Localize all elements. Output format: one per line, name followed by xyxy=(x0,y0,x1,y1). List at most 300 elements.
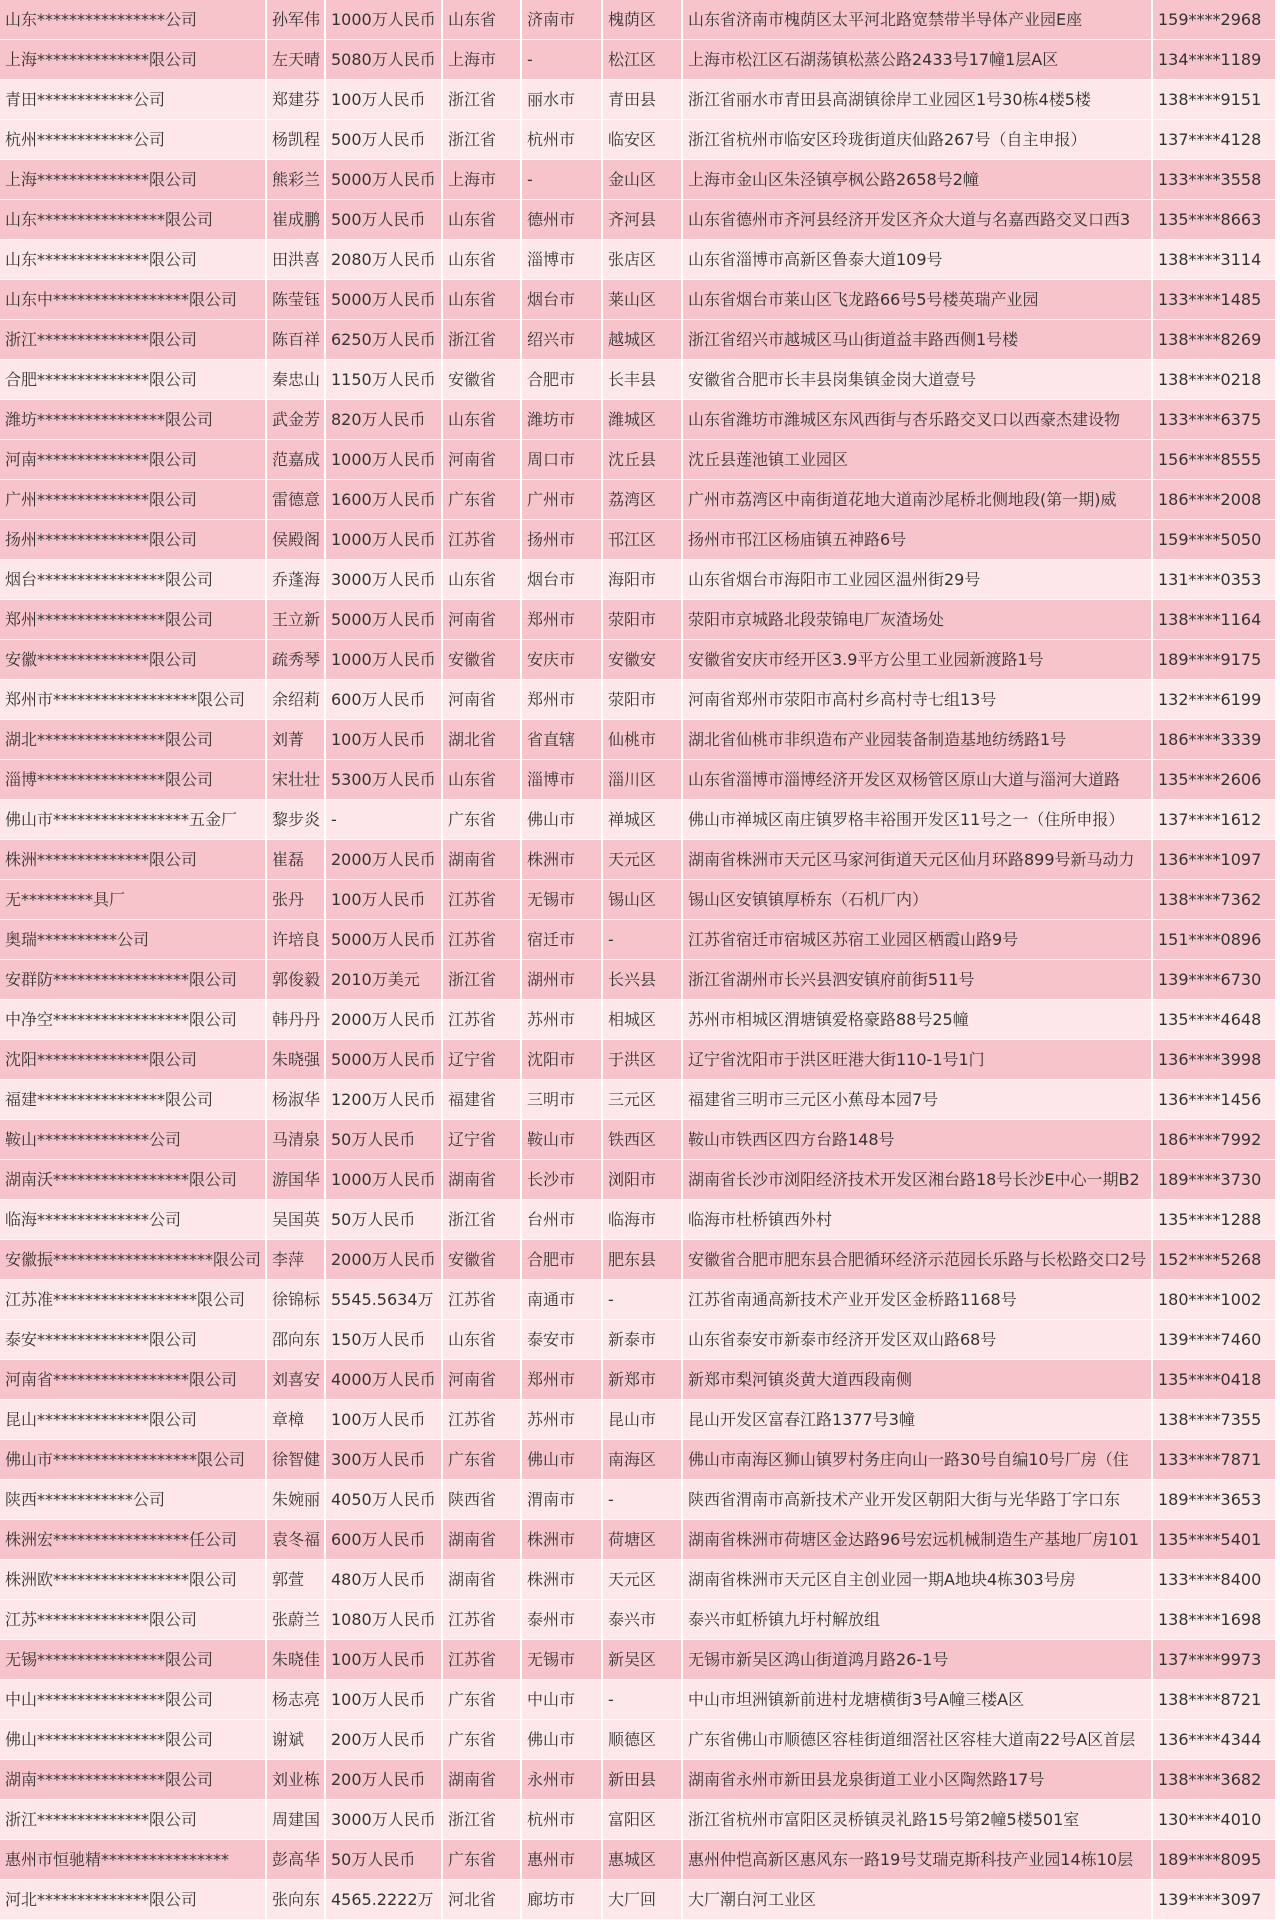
address-cell: 大厂潮白河工业区 xyxy=(682,1880,1152,1920)
district-cell: 淄川区 xyxy=(602,760,682,800)
province-cell: 江苏省 xyxy=(442,1640,521,1680)
capital-cell: 200万人民币 xyxy=(325,1720,442,1760)
address-cell: 鞍山市铁西区四方台路148号 xyxy=(682,1120,1152,1160)
address-cell: 新郑市梨河镇炎黄大道西段南侧 xyxy=(682,1360,1152,1400)
capital-cell: 50万人民币 xyxy=(325,1840,442,1880)
company-name-cell: 河南**************限公司 xyxy=(0,440,266,480)
company-name-cell: 淄博****************限公司 xyxy=(0,760,266,800)
district-cell: 于洪区 xyxy=(602,1040,682,1080)
city-cell: 济南市 xyxy=(521,0,602,40)
capital-cell: 1000万人民币 xyxy=(325,520,442,560)
address-cell: 湖南省株洲市天元区自主创业园一期A地块4栋303号房 xyxy=(682,1560,1152,1600)
capital-cell: 100万人民币 xyxy=(325,880,442,920)
table-row xyxy=(0,1040,1276,1080)
district-cell: 金山区 xyxy=(602,160,682,200)
capital-cell: 5000万人民币 xyxy=(325,160,442,200)
company-name-cell: 沈阳**************限公司 xyxy=(0,1040,266,1080)
phone-cell: 136****4344 xyxy=(1152,1720,1276,1760)
district-cell: 邗江区 xyxy=(602,520,682,560)
province-cell: 江苏省 xyxy=(442,1600,521,1640)
phone-cell: 189****8095 xyxy=(1152,1840,1276,1880)
company-name-cell: 湖南沃*****************限公司 xyxy=(0,1160,266,1200)
company-name-cell: 无*********具厂 xyxy=(0,880,266,920)
table-row xyxy=(0,360,1276,400)
district-cell: - xyxy=(602,1480,682,1520)
address-cell: 惠州仲恺高新区惠风东一路19号艾瑞克斯科技产业园14栋10层 xyxy=(682,1840,1152,1880)
address-cell: 山东省潍坊市潍城区东风西街与杏乐路交叉口以西豪杰建设物 xyxy=(682,400,1152,440)
address-cell: 昆山开发区富春江路1377号3幢 xyxy=(682,1400,1152,1440)
phone-cell: 134****1189 xyxy=(1152,40,1276,80)
legal-rep-cell: 韩丹丹 xyxy=(266,1000,325,1040)
district-cell: 天元区 xyxy=(602,1560,682,1600)
capital-cell: - xyxy=(325,800,442,840)
company-name-cell: 安群防*****************限公司 xyxy=(0,960,266,1000)
province-cell: 上海市 xyxy=(442,40,521,80)
table-row xyxy=(0,560,1276,600)
address-cell: 湖南省株洲市荷塘区金达路96号宏远机械制造生产基地厂房101 xyxy=(682,1520,1152,1560)
capital-cell: 480万人民币 xyxy=(325,1560,442,1600)
province-cell: 山东省 xyxy=(442,760,521,800)
company-name-cell: 浙江**************限公司 xyxy=(0,1800,266,1840)
company-name-cell: 鞍山**************公司 xyxy=(0,1120,266,1160)
city-cell: 烟台市 xyxy=(521,560,602,600)
legal-rep-cell: 陈莹钰 xyxy=(266,280,325,320)
city-cell: - xyxy=(521,160,602,200)
city-cell: 郑州市 xyxy=(521,1360,602,1400)
phone-cell: 137****4128 xyxy=(1152,120,1276,160)
province-cell: 河北省 xyxy=(442,1880,521,1920)
capital-cell: 300万人民币 xyxy=(325,1440,442,1480)
province-cell: 浙江省 xyxy=(442,1800,521,1840)
address-cell: 湖南省永州市新田县龙泉街道工业小区陶然路17号 xyxy=(682,1760,1152,1800)
phone-cell: 138****9151 xyxy=(1152,80,1276,120)
district-cell: 禅城区 xyxy=(602,800,682,840)
province-cell: 山东省 xyxy=(442,1320,521,1360)
province-cell: 浙江省 xyxy=(442,1200,521,1240)
company-name-cell: 株洲宏*****************任公司 xyxy=(0,1520,266,1560)
district-cell: 天元区 xyxy=(602,840,682,880)
district-cell: 槐荫区 xyxy=(602,0,682,40)
capital-cell: 5300万人民币 xyxy=(325,760,442,800)
province-cell: 浙江省 xyxy=(442,80,521,120)
capital-cell: 820万人民币 xyxy=(325,400,442,440)
province-cell: 山东省 xyxy=(442,280,521,320)
address-cell: 佛山市禅城区南庄镇罗格丰裕围开发区11号之一（住所申报） xyxy=(682,800,1152,840)
legal-rep-cell: 许培良 xyxy=(266,920,325,960)
address-cell: 山东省烟台市莱山区飞龙路66号5号楼英瑞产业园 xyxy=(682,280,1152,320)
phone-cell: 152****5268 xyxy=(1152,1240,1276,1280)
district-cell: 长兴县 xyxy=(602,960,682,1000)
company-name-cell: 上海**************限公司 xyxy=(0,40,266,80)
province-cell: 河南省 xyxy=(442,680,521,720)
table-row xyxy=(0,760,1276,800)
address-cell: 江苏省南通高新技术产业开发区金桥路1168号 xyxy=(682,1280,1152,1320)
phone-cell: 159****2968 xyxy=(1152,0,1276,40)
address-cell: 荥阳市京城路北段荥锦电厂灰渣场处 xyxy=(682,600,1152,640)
table-row xyxy=(0,160,1276,200)
phone-cell: 130****4010 xyxy=(1152,1800,1276,1840)
phone-cell: 136****1097 xyxy=(1152,840,1276,880)
capital-cell: 3000万人民币 xyxy=(325,1800,442,1840)
phone-cell: 135****4648 xyxy=(1152,1000,1276,1040)
legal-rep-cell: 李萍 xyxy=(266,1240,325,1280)
city-cell: 泰州市 xyxy=(521,1600,602,1640)
capital-cell: 2080万人民币 xyxy=(325,240,442,280)
company-name-cell: 湖北****************限公司 xyxy=(0,720,266,760)
company-name-cell: 昆山**************限公司 xyxy=(0,1400,266,1440)
city-cell: 株洲市 xyxy=(521,840,602,880)
district-cell: 莱山区 xyxy=(602,280,682,320)
district-cell: 惠城区 xyxy=(602,1840,682,1880)
capital-cell: 1600万人民币 xyxy=(325,480,442,520)
capital-cell: 50万人民币 xyxy=(325,1200,442,1240)
phone-cell: 133****1485 xyxy=(1152,280,1276,320)
address-cell: 安徽省合肥市长丰县岗集镇金岗大道壹号 xyxy=(682,360,1152,400)
phone-cell: 138****1164 xyxy=(1152,600,1276,640)
company-name-cell: 杭州************公司 xyxy=(0,120,266,160)
legal-rep-cell: 陈百祥 xyxy=(266,320,325,360)
capital-cell: 2000万人民币 xyxy=(325,840,442,880)
district-cell: 大厂回 xyxy=(602,1880,682,1920)
legal-rep-cell: 朱婉丽 xyxy=(266,1480,325,1520)
phone-cell: 159****5050 xyxy=(1152,520,1276,560)
district-cell: 张店区 xyxy=(602,240,682,280)
legal-rep-cell: 乔蓬海 xyxy=(266,560,325,600)
table-row xyxy=(0,1080,1276,1120)
table-row xyxy=(0,1880,1276,1920)
address-cell: 安徽省安庆市经开区3.9平方公里工业园新渡路1号 xyxy=(682,640,1152,680)
phone-cell: 135****2606 xyxy=(1152,760,1276,800)
capital-cell: 1000万人民币 xyxy=(325,640,442,680)
phone-cell: 138****7362 xyxy=(1152,880,1276,920)
legal-rep-cell: 雷德意 xyxy=(266,480,325,520)
province-cell: 湖南省 xyxy=(442,1520,521,1560)
table-row xyxy=(0,720,1276,760)
phone-cell: 135****1288 xyxy=(1152,1200,1276,1240)
company-name-cell: 郑州****************限公司 xyxy=(0,600,266,640)
phone-cell: 138****1698 xyxy=(1152,1600,1276,1640)
address-cell: 山东省淄博市高新区鲁泰大道109号 xyxy=(682,240,1152,280)
province-cell: 广东省 xyxy=(442,480,521,520)
address-cell: 临海市杜桥镇西外村 xyxy=(682,1200,1152,1240)
phone-cell: 137****9973 xyxy=(1152,1640,1276,1680)
district-cell: 齐河县 xyxy=(602,200,682,240)
company-name-cell: 湖南****************限公司 xyxy=(0,1760,266,1800)
company-name-cell: 浙江**************限公司 xyxy=(0,320,266,360)
district-cell: 青田县 xyxy=(602,80,682,120)
company-name-cell: 合肥**************限公司 xyxy=(0,360,266,400)
province-cell: 河南省 xyxy=(442,1360,521,1400)
table-row xyxy=(0,1200,1276,1240)
legal-rep-cell: 秦忠山 xyxy=(266,360,325,400)
city-cell: 合肥市 xyxy=(521,1240,602,1280)
city-cell: 杭州市 xyxy=(521,1800,602,1840)
phone-cell: 136****1456 xyxy=(1152,1080,1276,1120)
company-name-cell: 株洲**************限公司 xyxy=(0,840,266,880)
province-cell: 陕西省 xyxy=(442,1480,521,1520)
city-cell: 渭南市 xyxy=(521,1480,602,1520)
district-cell: - xyxy=(602,1280,682,1320)
district-cell: - xyxy=(602,1680,682,1720)
district-cell: 临海市 xyxy=(602,1200,682,1240)
district-cell: 南海区 xyxy=(602,1440,682,1480)
legal-rep-cell: 彭高华 xyxy=(266,1840,325,1880)
legal-rep-cell: 左天晴 xyxy=(266,40,325,80)
table-row xyxy=(0,1360,1276,1400)
company-name-cell: 陕西************公司 xyxy=(0,1480,266,1520)
address-cell: 辽宁省沈阳市于洪区旺港大街110-1号1门 xyxy=(682,1040,1152,1080)
phone-cell: 186****2008 xyxy=(1152,480,1276,520)
capital-cell: 200万人民币 xyxy=(325,1760,442,1800)
phone-cell: 139****3097 xyxy=(1152,1880,1276,1920)
table-row xyxy=(0,600,1276,640)
phone-cell: 186****7992 xyxy=(1152,1120,1276,1160)
legal-rep-cell: 侯殿阁 xyxy=(266,520,325,560)
district-cell: 新泰市 xyxy=(602,1320,682,1360)
table-row xyxy=(0,840,1276,880)
table-row xyxy=(0,520,1276,560)
capital-cell: 50万人民币 xyxy=(325,1120,442,1160)
legal-rep-cell: 邵向东 xyxy=(266,1320,325,1360)
legal-rep-cell: 熊彩兰 xyxy=(266,160,325,200)
address-cell: 浙江省杭州市临安区玲珑街道庆仙路267号（自主申报） xyxy=(682,120,1152,160)
capital-cell: 3000万人民币 xyxy=(325,560,442,600)
capital-cell: 5000万人民币 xyxy=(325,920,442,960)
phone-cell: 138****0218 xyxy=(1152,360,1276,400)
district-cell: 安徽安 xyxy=(602,640,682,680)
table-row xyxy=(0,40,1276,80)
address-cell: 福建省三明市三元区小蕉母本园7号 xyxy=(682,1080,1152,1120)
table-row xyxy=(0,1560,1276,1600)
address-cell: 山东省济南市槐荫区太平河北路宽禁带半导体产业园E座 xyxy=(682,0,1152,40)
phone-cell: 138****8721 xyxy=(1152,1680,1276,1720)
address-cell: 锡山区安镇镇厚桥东（石机厂内） xyxy=(682,880,1152,920)
phone-cell: 151****0896 xyxy=(1152,920,1276,960)
phone-cell: 186****3339 xyxy=(1152,720,1276,760)
city-cell: 无锡市 xyxy=(521,880,602,920)
capital-cell: 5000万人民币 xyxy=(325,1040,442,1080)
company-name-cell: 山东中*****************限公司 xyxy=(0,280,266,320)
table-row xyxy=(0,240,1276,280)
district-cell: 潍城区 xyxy=(602,400,682,440)
address-cell: 上海市金山区朱泾镇亭枫公路2658号2幢 xyxy=(682,160,1152,200)
capital-cell: 1200万人民币 xyxy=(325,1080,442,1120)
legal-rep-cell: 疏秀琴 xyxy=(266,640,325,680)
phone-cell: 135****0418 xyxy=(1152,1360,1276,1400)
province-cell: 山东省 xyxy=(442,400,521,440)
table-row xyxy=(0,640,1276,680)
address-cell: 山东省烟台市海阳市工业园区温州街29号 xyxy=(682,560,1152,600)
capital-cell: 100万人民币 xyxy=(325,1400,442,1440)
capital-cell: 100万人民币 xyxy=(325,720,442,760)
capital-cell: 100万人民币 xyxy=(325,1640,442,1680)
phone-cell: 139****7460 xyxy=(1152,1320,1276,1360)
address-cell: 陕西省渭南市高新技术产业开发区朝阳大街与光华路丁字口东 xyxy=(682,1480,1152,1520)
address-cell: 沈丘县莲池镇工业园区 xyxy=(682,440,1152,480)
province-cell: 湖南省 xyxy=(442,1760,521,1800)
district-cell: 铁西区 xyxy=(602,1120,682,1160)
district-cell: 锡山区 xyxy=(602,880,682,920)
phone-cell: 133****7871 xyxy=(1152,1440,1276,1480)
district-cell: 肥东县 xyxy=(602,1240,682,1280)
province-cell: 辽宁省 xyxy=(442,1040,521,1080)
capital-cell: 6250万人民币 xyxy=(325,320,442,360)
capital-cell: 5545.5634万 xyxy=(325,1280,442,1320)
company-name-cell: 山东****************限公司 xyxy=(0,200,266,240)
legal-rep-cell: 朱晓佳 xyxy=(266,1640,325,1680)
phone-cell: 156****8555 xyxy=(1152,440,1276,480)
address-cell: 山东省淄博市淄博经济开发区双杨管区原山大道与淄河大道路 xyxy=(682,760,1152,800)
city-cell: 佛山市 xyxy=(521,1440,602,1480)
province-cell: 江苏省 xyxy=(442,520,521,560)
table-row xyxy=(0,1760,1276,1800)
legal-rep-cell: 谢斌 xyxy=(266,1720,325,1760)
city-cell: 周口市 xyxy=(521,440,602,480)
city-cell: 中山市 xyxy=(521,1680,602,1720)
table-row xyxy=(0,280,1276,320)
district-cell: 新郑市 xyxy=(602,1360,682,1400)
legal-rep-cell: 吴国英 xyxy=(266,1200,325,1240)
legal-rep-cell: 袁冬福 xyxy=(266,1520,325,1560)
legal-rep-cell: 朱晓强 xyxy=(266,1040,325,1080)
capital-cell: 1000万人民币 xyxy=(325,1160,442,1200)
phone-cell: 137****1612 xyxy=(1152,800,1276,840)
table-row xyxy=(0,1840,1276,1880)
legal-rep-cell: 宋壮壮 xyxy=(266,760,325,800)
company-name-cell: 福建****************限公司 xyxy=(0,1080,266,1120)
phone-cell: 139****6730 xyxy=(1152,960,1276,1000)
province-cell: 浙江省 xyxy=(442,960,521,1000)
district-cell: 新吴区 xyxy=(602,1640,682,1680)
district-cell: 三元区 xyxy=(602,1080,682,1120)
province-cell: 山东省 xyxy=(442,0,521,40)
company-name-cell: 扬州**************限公司 xyxy=(0,520,266,560)
city-cell: 泰安市 xyxy=(521,1320,602,1360)
province-cell: 浙江省 xyxy=(442,320,521,360)
table-row xyxy=(0,1120,1276,1160)
legal-rep-cell: 范嘉成 xyxy=(266,440,325,480)
province-cell: 湖北省 xyxy=(442,720,521,760)
company-name-cell: 株洲欧*****************限公司 xyxy=(0,1560,266,1600)
legal-rep-cell: 张向东 xyxy=(266,1880,325,1920)
district-cell: 泰兴市 xyxy=(602,1600,682,1640)
legal-rep-cell: 游国华 xyxy=(266,1160,325,1200)
company-name-cell: 临海**************公司 xyxy=(0,1200,266,1240)
table-row xyxy=(0,1800,1276,1840)
table-row xyxy=(0,480,1276,520)
province-cell: 广东省 xyxy=(442,1840,521,1880)
legal-rep-cell: 武金芳 xyxy=(266,400,325,440)
city-cell: 安庆市 xyxy=(521,640,602,680)
company-name-cell: 佛山市*****************五金厂 xyxy=(0,800,266,840)
phone-cell: 135****5401 xyxy=(1152,1520,1276,1560)
phone-cell: 138****8269 xyxy=(1152,320,1276,360)
legal-rep-cell: 王立新 xyxy=(266,600,325,640)
address-cell: 湖南省长沙市浏阳经济技术开发区湘台路18号长沙E中心一期B2 xyxy=(682,1160,1152,1200)
capital-cell: 600万人民币 xyxy=(325,1520,442,1560)
table-row xyxy=(0,880,1276,920)
legal-rep-cell: 张丹 xyxy=(266,880,325,920)
phone-cell: 138****3114 xyxy=(1152,240,1276,280)
phone-cell: 133****3558 xyxy=(1152,160,1276,200)
city-cell: 宿迁市 xyxy=(521,920,602,960)
company-name-cell: 佛山****************限公司 xyxy=(0,1720,266,1760)
phone-cell: 133****8400 xyxy=(1152,1560,1276,1600)
district-cell: 相城区 xyxy=(602,1000,682,1040)
address-cell: 湖北省仙桃市非织造布产业园装备制造基地纺绣路1号 xyxy=(682,720,1152,760)
table-row xyxy=(0,1280,1276,1320)
province-cell: 湖南省 xyxy=(442,1160,521,1200)
province-cell: 江苏省 xyxy=(442,1280,521,1320)
address-cell: 广东省佛山市顺德区容桂街道细滘社区容桂大道南22号A区首层 xyxy=(682,1720,1152,1760)
city-cell: 三明市 xyxy=(521,1080,602,1120)
address-cell: 泰兴市虹桥镇九圩村解放组 xyxy=(682,1600,1152,1640)
district-cell: 海阳市 xyxy=(602,560,682,600)
city-cell: 杭州市 xyxy=(521,120,602,160)
capital-cell: 150万人民币 xyxy=(325,1320,442,1360)
city-cell: 佛山市 xyxy=(521,1720,602,1760)
table-row xyxy=(0,1480,1276,1520)
capital-cell: 100万人民币 xyxy=(325,80,442,120)
company-name-cell: 无锡****************限公司 xyxy=(0,1640,266,1680)
legal-rep-cell: 周建国 xyxy=(266,1800,325,1840)
legal-rep-cell: 黎步炎 xyxy=(266,800,325,840)
table-row xyxy=(0,680,1276,720)
table-row xyxy=(0,80,1276,120)
table-row xyxy=(0,320,1276,360)
province-cell: 湖南省 xyxy=(442,1560,521,1600)
city-cell: 合肥市 xyxy=(521,360,602,400)
phone-cell: 189****3730 xyxy=(1152,1160,1276,1200)
table-row xyxy=(0,440,1276,480)
city-cell: 德州市 xyxy=(521,200,602,240)
province-cell: 江苏省 xyxy=(442,1000,521,1040)
district-cell: 富阳区 xyxy=(602,1800,682,1840)
company-name-cell: 安徽**************限公司 xyxy=(0,640,266,680)
capital-cell: 4000万人民币 xyxy=(325,1360,442,1400)
address-cell: 广州市荔湾区中南街道花地大道南沙尾桥北侧地段(第一期)威 xyxy=(682,480,1152,520)
capital-cell: 5080万人民币 xyxy=(325,40,442,80)
legal-rep-cell: 田洪喜 xyxy=(266,240,325,280)
address-cell: 浙江省丽水市青田县高湖镇徐岸工业园区1号30栋4楼5楼 xyxy=(682,80,1152,120)
district-cell: 荔湾区 xyxy=(602,480,682,520)
legal-rep-cell: 崔磊 xyxy=(266,840,325,880)
legal-rep-cell: 刘菁 xyxy=(266,720,325,760)
company-name-cell: 烟台****************限公司 xyxy=(0,560,266,600)
company-name-cell: 广州**************限公司 xyxy=(0,480,266,520)
city-cell: 南通市 xyxy=(521,1280,602,1320)
legal-rep-cell: 杨淑华 xyxy=(266,1080,325,1120)
company-name-cell: 江苏准******************限公司 xyxy=(0,1280,266,1320)
phone-cell: 135****8663 xyxy=(1152,200,1276,240)
district-cell: 仙桃市 xyxy=(602,720,682,760)
company-name-cell: 中净空*****************限公司 xyxy=(0,1000,266,1040)
address-cell: 上海市松江区石湖荡镇松蒸公路2433号17幢1层A区 xyxy=(682,40,1152,80)
company-name-cell: 安徽振********************限公司 xyxy=(0,1240,266,1280)
company-name-cell: 中山****************限公司 xyxy=(0,1680,266,1720)
province-cell: 安徽省 xyxy=(442,360,521,400)
province-cell: 上海市 xyxy=(442,160,521,200)
company-name-cell: 奥瑞**********公司 xyxy=(0,920,266,960)
address-cell: 安徽省合肥市肥东县合肥循环经济示范园长乐路与长松路交口2号 xyxy=(682,1240,1152,1280)
capital-cell: 500万人民币 xyxy=(325,120,442,160)
address-cell: 浙江省绍兴市越城区马山街道益丰路西侧1号楼 xyxy=(682,320,1152,360)
province-cell: 河南省 xyxy=(442,600,521,640)
district-cell: 沈丘县 xyxy=(602,440,682,480)
table-row xyxy=(0,1640,1276,1680)
district-cell: 荥阳市 xyxy=(602,600,682,640)
province-cell: 安徽省 xyxy=(442,1240,521,1280)
